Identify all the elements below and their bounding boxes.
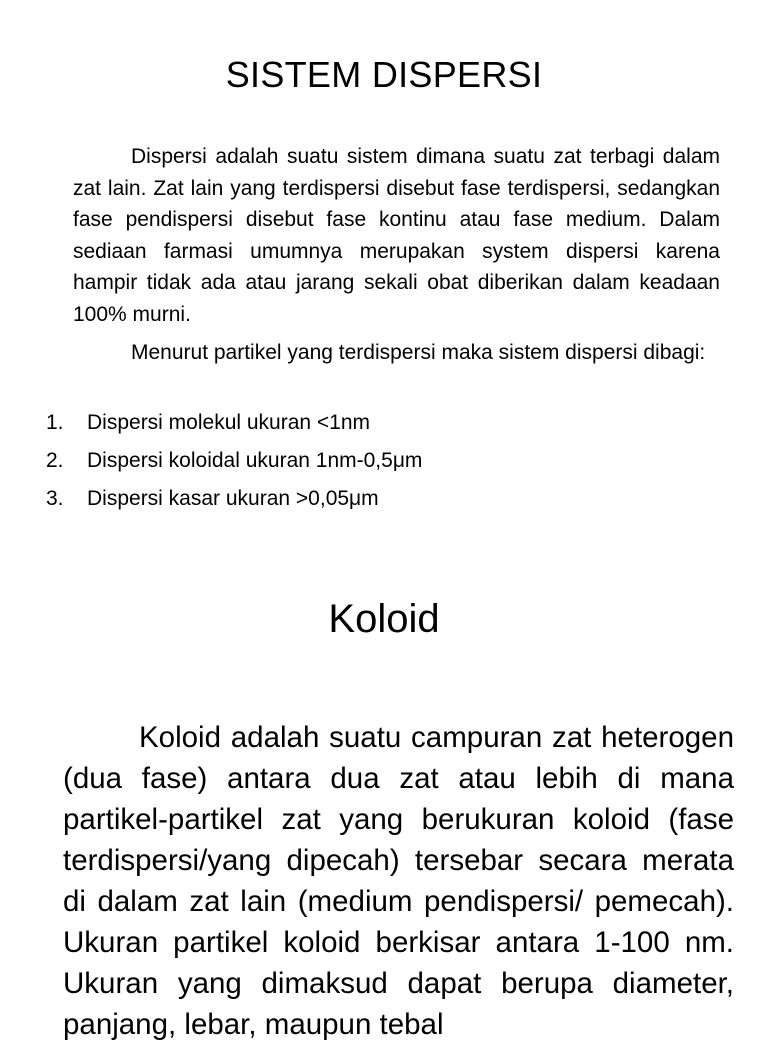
koloid-paragraph: Koloid adalah suatu campuran zat heterogen (dua fase) antara dua zat atau lebih di mana partikel-partikel zat yang berukuran koloid (fase terdispersi/yang dipecah) tersebar secara merata di dalam zat lain (medium pendispersi/ pemecah). Ukuran partikel koloid berkisar antara 1-100 nm. Ukuran yang dimaksud dapat berupa diameter, panjang, lebar, maupun tebal	[63, 721, 734, 1041]
page-title: SISTEM DISPERSI	[225, 54, 543, 95]
list-item	[0, 480, 768, 518]
list-item-number: 2.	[46, 449, 64, 472]
list-item	[0, 404, 768, 442]
list-item-number: 3.	[46, 487, 64, 510]
dispersion-list	[0, 404, 768, 518]
list-item-text: Dispersi kasar ukuran >0,05μm	[87, 487, 379, 510]
list-item-text: Dispersi koloidal ukuran 1nm-0,5μm	[87, 449, 423, 472]
section-heading-koloid: Koloid	[328, 597, 440, 641]
classification-paragraph: Menurut partikel yang terdispersi maka sistem dispersi dibagi:	[131, 341, 706, 364]
list-item-number: 1.	[46, 411, 64, 434]
list-item-text: Dispersi molekul ukuran <1nm	[87, 411, 371, 434]
list-item	[0, 442, 768, 480]
intro-paragraph: Dispersi adalah suatu sistem dimana suatu zat terbagi dalam zat lain. Zat lain yang terdispersi disebut fase terdispersi, sedangkan fase pendispersi disebut fase kontinu atau fase medium. Dalam sediaan farmasi umumnya merupakan system dispersi karena hampir tidak ada atau jarang sekali obat diberikan dalam keadaan 100% murni.	[73, 145, 720, 326]
